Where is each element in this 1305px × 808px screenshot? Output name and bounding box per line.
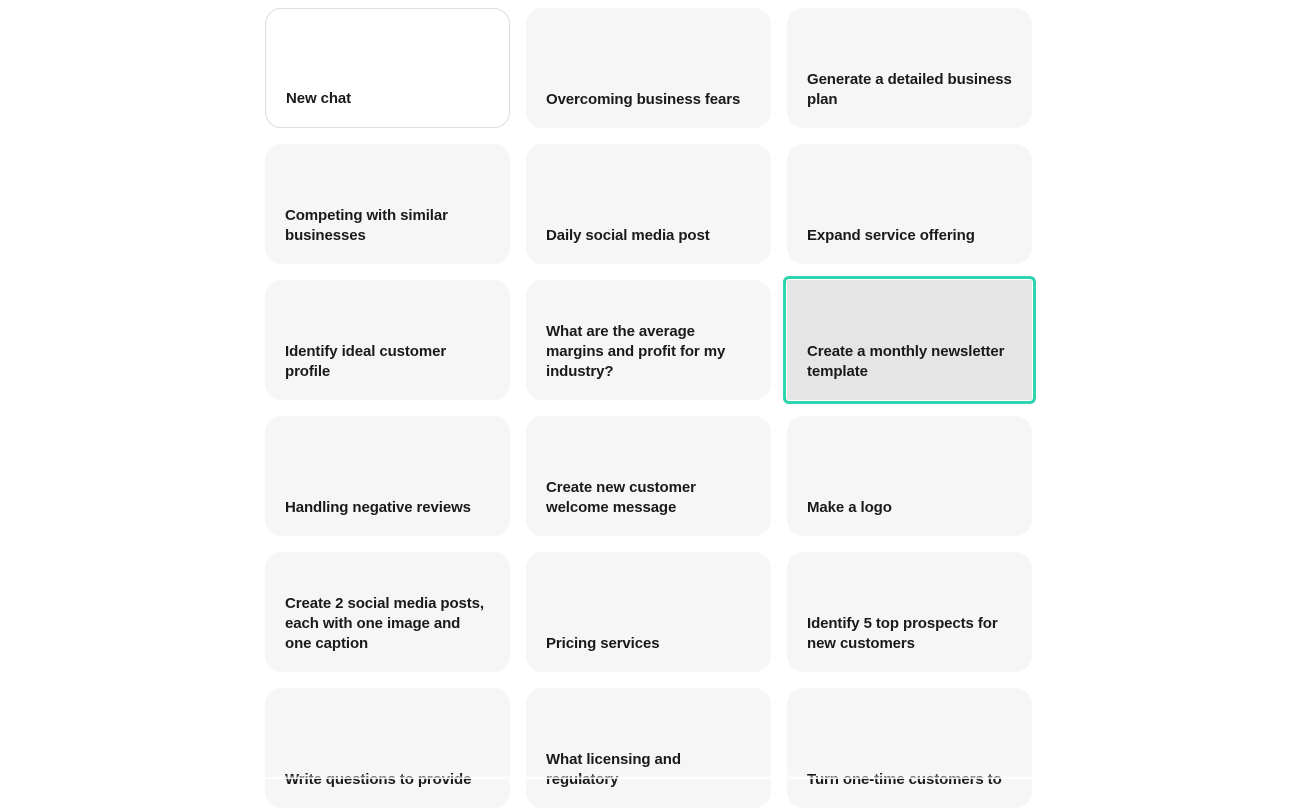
card-label: Identify 5 top prospects for new customers	[807, 614, 1012, 654]
prompt-card-average-margins[interactable]	[526, 280, 771, 400]
prompt-card-pricing-services[interactable]	[526, 552, 771, 672]
card-label: What licensing and regulatory	[546, 750, 751, 790]
prompt-card-grid	[265, 8, 1032, 808]
prompt-card-ideal-customer[interactable]	[265, 280, 510, 400]
card-label: Identify ideal customer profile	[285, 342, 490, 382]
prompt-card-overcoming-business-fears[interactable]	[526, 8, 771, 128]
prompt-card-social-posts[interactable]	[265, 552, 510, 672]
prompt-card-monthly-newsletter[interactable]	[787, 280, 1032, 400]
card-label: Overcoming business fears	[546, 90, 740, 110]
prompt-card-negative-reviews[interactable]	[265, 416, 510, 536]
card-label: Competing with similar businesses	[285, 206, 490, 246]
card-label: Create new customer welcome message	[546, 478, 751, 518]
prompt-card-competing[interactable]	[265, 144, 510, 264]
card-label: Write questions to provide	[285, 770, 471, 790]
prompt-card-business-plan[interactable]	[787, 8, 1032, 128]
prompt-card-expand-service[interactable]	[787, 144, 1032, 264]
card-label: Make a logo	[807, 498, 892, 518]
prompt-card-make-logo[interactable]	[787, 416, 1032, 536]
card-label: Expand service offering	[807, 226, 975, 246]
prompt-card-welcome-message[interactable]	[526, 416, 771, 536]
prompt-card-top-prospects[interactable]	[787, 552, 1032, 672]
card-label: Turn one-time customers to	[807, 770, 1002, 790]
card-label: Create a monthly newsletter template	[807, 342, 1012, 382]
prompt-card-write-questions[interactable]	[265, 688, 510, 808]
prompt-card-licensing[interactable]	[526, 688, 771, 808]
card-label: Daily social media post	[546, 226, 710, 246]
prompt-card-repeat-customers[interactable]	[787, 688, 1032, 808]
card-label: Generate a detailed business plan	[807, 70, 1012, 110]
card-label: New chat	[286, 89, 351, 109]
new-chat-card[interactable]	[265, 8, 510, 128]
card-label: Create 2 social media posts, each with one image and one caption	[285, 594, 490, 654]
card-label: Handling negative reviews	[285, 498, 471, 518]
bottom-fade	[0, 775, 1305, 779]
card-label: Pricing services	[546, 634, 659, 654]
prompt-card-daily-social-post[interactable]	[526, 144, 771, 264]
card-label: What are the average margins and profit for my industry?	[546, 322, 751, 382]
